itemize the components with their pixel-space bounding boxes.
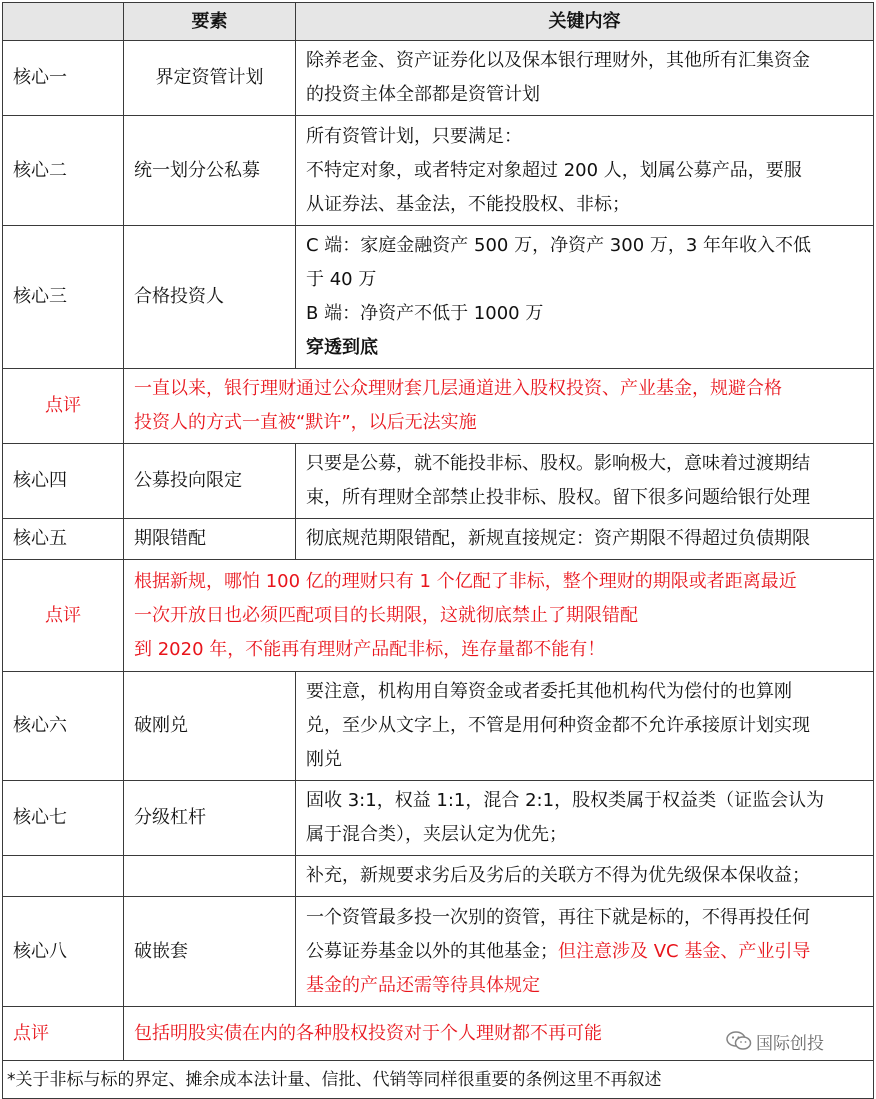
row-element: 破嵌套	[124, 897, 296, 1007]
row-key: 核心八	[3, 897, 124, 1007]
table-row	[3, 856, 874, 897]
table-row	[3, 781, 874, 856]
comment-label: 点评	[3, 369, 124, 444]
row-key: 核心二	[3, 116, 124, 226]
row-key	[3, 856, 124, 897]
row-content: 要注意，机构用自筹资金或者委托其他机构代为偿付的也算刚 兑，至少从文字上，不管是用何种资金都不允许承接原计划实现 刚兑	[296, 672, 874, 781]
regulation-table	[2, 2, 874, 1099]
table-row	[3, 41, 874, 116]
header-col-2: 要素	[124, 3, 296, 41]
row-element	[124, 856, 296, 897]
row-element: 破刚兑	[124, 672, 296, 781]
table-row	[3, 672, 874, 781]
watermark-text: 国际创投	[756, 1033, 824, 1054]
comment-content: 包括明股实债在内的各种股权投资对于个人理财都不再可能	[124, 1007, 874, 1061]
comment-row	[3, 560, 874, 672]
header-col-3: 关键内容	[296, 3, 874, 41]
table-row	[3, 116, 874, 226]
row-key: 核心七	[3, 781, 124, 856]
row-content: 除养老金、资产证券化以及保本银行理财外，其他所有汇集资金 的投资主体全部都是资管计划	[296, 41, 874, 116]
row-content: C 端：家庭金融资产 500 万，净资产 300 万，3 年年收入不低 于 40 万 B 端：净资产不低于 1000 万 穿透到底	[296, 226, 874, 369]
row-element: 统一划分公私募	[124, 116, 296, 226]
row-content: 只要是公募，就不能投非标、股权。影响极大，意味着过渡期结 束，所有理财全部禁止投非标、股权。留下很多问题给银行处理	[296, 444, 874, 519]
row-key: 核心五	[3, 519, 124, 560]
row-key: 核心一	[3, 41, 124, 116]
row-content: 补充，新规要求劣后及劣后的关联方不得为优先级保本保收益；	[296, 856, 874, 897]
table-row	[3, 444, 874, 519]
row-element: 期限错配	[124, 519, 296, 560]
wechat-icon	[726, 1031, 752, 1051]
comment-row	[3, 369, 874, 444]
table-row	[3, 519, 874, 560]
row-element: 合格投资人	[124, 226, 296, 369]
row-content: 一个资管最多投一次别的资管，再往下就是标的，不得再投任何 公募证券基金以外的其他基金；但注意涉及 VC 基金、产业引导 基金的产品还需等待具体规定	[296, 897, 874, 1007]
comment-content: 根据新规，哪怕 100 亿的理财只有 1 个亿配了非标，整个理财的期限或者距离最近 一次开放日也必须匹配项目的长期限，这就彻底禁止了期限错配 到 2020 年，不能再有理财产品配非标，连存量都不能有！	[124, 560, 874, 672]
row-key: 核心三	[3, 226, 124, 369]
row-key: 核心四	[3, 444, 124, 519]
row-element: 界定资管计划	[124, 41, 296, 116]
footnote: *关于非标与标的界定、摊余成本法计量、信批、代销等同样很重要的条例这里不再叙述	[3, 1061, 874, 1099]
footnote-row	[3, 1061, 874, 1099]
row-element: 分级杠杆	[124, 781, 296, 856]
watermark	[726, 1026, 856, 1056]
comment-label: 点评	[3, 1007, 124, 1061]
comment-label: 点评	[3, 560, 124, 672]
header-col-1	[3, 3, 124, 41]
table-row	[3, 226, 874, 369]
table-row	[3, 897, 874, 1007]
row-content: 固收 3:1，权益 1:1，混合 2:1，股权类属于权益类（证监会认为 属于混合类），夹层认定为优先；	[296, 781, 874, 856]
row-content: 所有资管计划，只要满足： 不特定对象，或者特定对象超过 200 人，划属公募产品，要服 从证券法、基金法，不能投股权、非标；	[296, 116, 874, 226]
row-content: 彻底规范期限错配，新规直接规定：资产期限不得超过负债期限	[296, 519, 874, 560]
row-key: 核心六	[3, 672, 124, 781]
table-header-row	[3, 3, 874, 41]
row-element: 公募投向限定	[124, 444, 296, 519]
comment-content: 一直以来，银行理财通过公众理财套几层通道进入股权投资、产业基金，规避合格 投资人的方式一直被“默许”，以后无法实施	[124, 369, 874, 444]
